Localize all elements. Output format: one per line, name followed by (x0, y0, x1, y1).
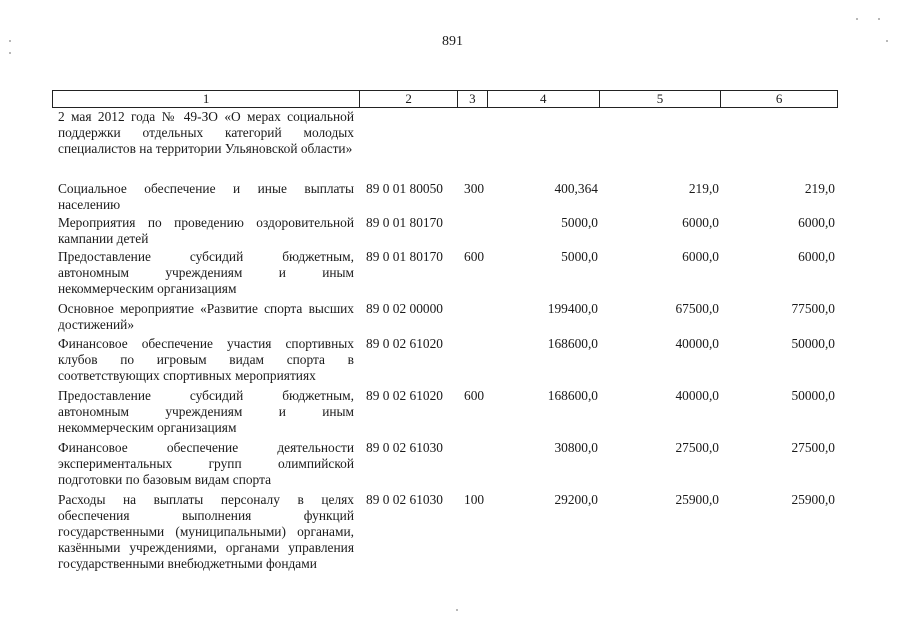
row-value-2018: 40000,0 (675, 336, 719, 351)
row-name: Социальное обеспечение и иные выплаты населению (58, 181, 354, 212)
row-value-2018: 40000,0 (675, 388, 719, 403)
scan-speck (878, 18, 880, 20)
row-value-2017: 400,364 (554, 181, 598, 196)
row-value-2017: 5000,0 (561, 215, 598, 230)
row-name: Мероприятия по проведению оздоровительной кампании детей (58, 215, 354, 246)
row-value-2017: 199400,0 (547, 301, 598, 316)
row-name: 2 мая 2012 года № 49-ЗО «О мерах социальной поддержки отдельных категорий молодых специалистов на территории Ульяновской области» (58, 109, 354, 156)
row-code: 89 0 02 61030 (366, 440, 443, 455)
row-value-2017: 5000,0 (561, 249, 598, 264)
row-type: 300 (464, 181, 485, 196)
row-code: 89 0 02 00000 (366, 301, 443, 316)
scan-speck (9, 40, 11, 42)
row-value-2019: 77500,0 (791, 301, 835, 316)
row-name: Расходы на выплаты персоналу в целях обеспечения выполнения функций государственными (муниципальными) органами, казёнными учреждениями, органами управления государственными внебюджетными фондами (58, 492, 354, 571)
row-value-2018: 6000,0 (682, 215, 719, 230)
header-col-2: 2 (360, 91, 458, 107)
row-value-2019: 50000,0 (791, 336, 835, 351)
row-value-2018: 27500,0 (675, 440, 719, 455)
header-col-4: 4 (488, 91, 600, 107)
row-code: 89 0 02 61020 (366, 388, 443, 403)
row-code: 89 0 02 61030 (366, 492, 443, 507)
scan-speck (9, 52, 11, 54)
row-value-2017: 30800,0 (554, 440, 598, 455)
row-value-2018: 67500,0 (675, 301, 719, 316)
row-value-2019: 50000,0 (791, 388, 835, 403)
row-name: Предоставление субсидий бюджетным, автономным учреждениям и иным некоммерческим организациям (58, 388, 354, 435)
row-code: 89 0 02 61020 (366, 336, 443, 351)
row-code: 89 0 01 80170 (366, 249, 443, 264)
header-col-5: 5 (600, 91, 722, 107)
row-value-2019: 27500,0 (791, 440, 835, 455)
scan-speck (856, 18, 858, 20)
row-type: 600 (464, 249, 485, 264)
row-code: 89 0 01 80050 (366, 181, 443, 196)
page-number: 891 (442, 34, 463, 49)
row-value-2018: 219,0 (688, 181, 719, 196)
row-value-2017: 168600,0 (547, 388, 598, 403)
row-name: Основное мероприятие «Развитие спорта высших достижений» (58, 301, 354, 332)
row-value-2018: 25900,0 (675, 492, 719, 507)
header-col-6: 6 (775, 91, 783, 106)
row-value-2017: 29200,0 (554, 492, 598, 507)
row-value-2019: 25900,0 (791, 492, 835, 507)
row-value-2018: 6000,0 (682, 249, 719, 264)
header-col-1: 1 (53, 91, 360, 107)
row-code: 89 0 01 80170 (366, 215, 443, 230)
table-header (52, 90, 838, 108)
row-value-2017: 168600,0 (547, 336, 598, 351)
row-value-2019: 6000,0 (798, 215, 835, 230)
row-value-2019: 219,0 (804, 181, 835, 196)
row-name: Финансовое обеспечение участия спортивных клубов по игровым видам спорта в соответствующих спортивных мероприятиях (58, 336, 354, 383)
scan-speck (886, 40, 888, 42)
header-col-3: 3 (458, 91, 488, 107)
row-type: 100 (464, 492, 485, 507)
row-type: 600 (464, 388, 485, 403)
row-name: Предоставление субсидий бюджетным, автономным учреждениям и иным некоммерческим организациям (58, 249, 354, 296)
row-value-2019: 6000,0 (798, 249, 835, 264)
scan-speck (456, 609, 458, 611)
row-name: Финансовое обеспечение деятельности экспериментальных групп олимпийской подготовки по базовым видам спорта (58, 440, 354, 487)
